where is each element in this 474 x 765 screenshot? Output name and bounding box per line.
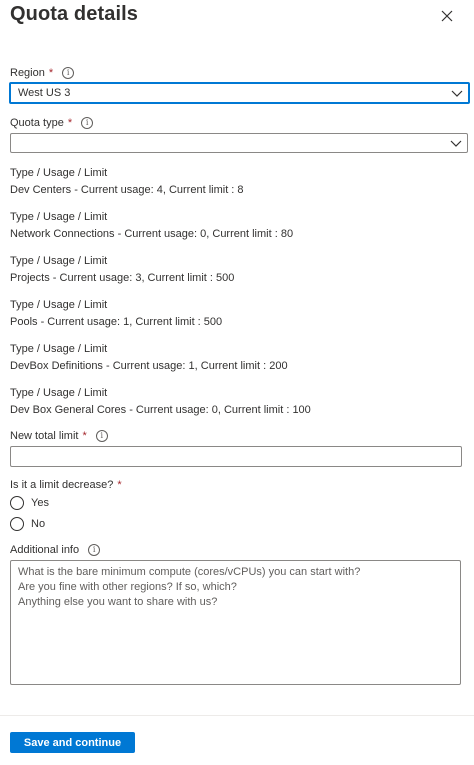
info-icon[interactable]: i [96, 430, 108, 442]
chevron-down-icon [450, 138, 462, 148]
chevron-down-icon [451, 88, 463, 98]
region-label [10, 67, 74, 79]
usage-detail: DevBox Definitions - Current usage: 1, Current limit : 200 [10, 360, 288, 372]
radio-no-label: No [31, 518, 46, 530]
new-limit-label [10, 430, 108, 442]
usage-heading: Type / Usage / Limit [10, 299, 108, 311]
usage-item [10, 253, 234, 287]
placeholder-line: Are you fine with other regions? If so, which? [18, 581, 237, 593]
region-dropdown[interactable] [9, 82, 470, 104]
quota-type-dropdown[interactable] [10, 133, 468, 153]
quota-type-label-text: Quota type [10, 117, 64, 129]
quota-type-label [10, 117, 93, 129]
radio-no[interactable] [10, 517, 45, 531]
close-icon[interactable] [437, 6, 457, 26]
footer-divider [0, 715, 474, 716]
required-marker: * [48, 67, 54, 79]
usage-item [10, 385, 311, 419]
usage-heading: Type / Usage / Limit [10, 211, 108, 223]
usage-heading: Type / Usage / Limit [10, 387, 108, 399]
usage-item [10, 165, 244, 199]
decrease-label [10, 479, 122, 491]
usage-heading: Type / Usage / Limit [10, 343, 108, 355]
region-selected-value: West US 3 [18, 87, 71, 99]
usage-detail: Network Connections - Current usage: 0, Current limit : 80 [10, 228, 294, 240]
usage-item [10, 341, 288, 375]
placeholder-line: Anything else you want to share with us? [18, 596, 218, 608]
new-limit-label-text: New total limit [10, 430, 79, 442]
additional-info-textarea[interactable] [10, 560, 461, 685]
decrease-label-text: Is it a limit decrease? [10, 479, 114, 491]
required-marker: * [117, 479, 122, 491]
save-and-continue-button[interactable]: Save and continue [10, 732, 135, 753]
required-marker: * [82, 430, 87, 442]
usage-item [10, 297, 222, 331]
info-icon[interactable]: i [88, 544, 100, 556]
required-marker: * [67, 117, 73, 129]
usage-detail: Pools - Current usage: 1, Current limit : 500 [10, 316, 223, 328]
radio-yes-label: Yes [31, 497, 49, 509]
radio-yes[interactable] [10, 496, 49, 510]
new-limit-input[interactable] [10, 446, 462, 467]
radio-circle[interactable] [10, 517, 24, 531]
radio-circle[interactable] [10, 496, 24, 510]
info-icon[interactable]: i [81, 117, 93, 129]
additional-info-label [10, 544, 100, 556]
panel-title: Quota details [10, 3, 138, 25]
additional-info-label-text: Additional info [10, 544, 80, 556]
usage-heading: Type / Usage / Limit [10, 255, 108, 267]
usage-item [10, 209, 293, 243]
placeholder-line: What is the bare minimum compute (cores/vCPUs) you can start with? [18, 566, 361, 578]
info-icon[interactable]: i [62, 67, 74, 79]
usage-detail: Projects - Current usage: 3, Current limit : 500 [10, 272, 235, 284]
usage-detail: Dev Box General Cores - Current usage: 0, Current limit : 100 [10, 404, 311, 416]
region-label-text: Region [10, 67, 45, 79]
usage-detail: Dev Centers - Current usage: 4, Current limit : 8 [10, 184, 244, 196]
usage-heading: Type / Usage / Limit [10, 167, 108, 179]
